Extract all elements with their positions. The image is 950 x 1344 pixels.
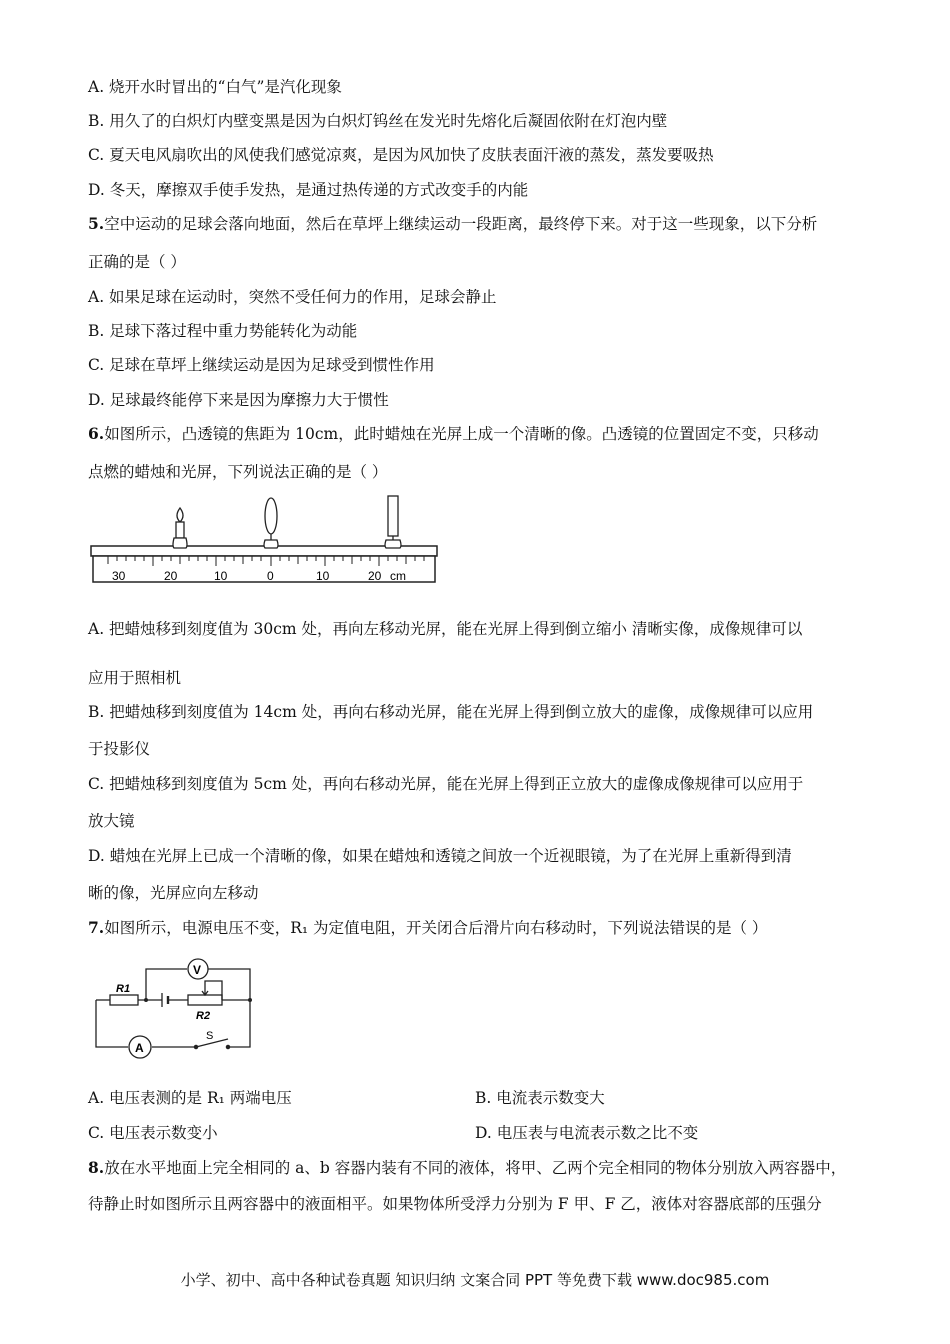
convex-lens-icon	[264, 498, 278, 548]
q8-number: 8.	[88, 1158, 105, 1177]
ruler-label-20: 20	[164, 569, 178, 583]
optical-bench-figure	[88, 494, 443, 586]
light-screen-icon	[385, 496, 401, 548]
q6-option-c-line1: C. 把蜡烛移到刻度值为 5cm 处，再向右移动光屏，能在光屏上得到正立放大的虚像成像规律可以应用于	[88, 775, 804, 793]
q6-option-c-line2: 放大镜	[88, 812, 135, 830]
ruler-label-10b: 10	[316, 569, 330, 583]
q8-stem-line2: 待静止时如图所示且两容器中的液面相平。如果物体所受浮力分别为 F 甲、F 乙，液体对容器底部的压强分	[88, 1195, 822, 1213]
switch-label: S	[206, 1030, 214, 1042]
wire-bottom-right	[228, 1000, 250, 1047]
ruler-label-30: 30	[112, 569, 126, 583]
r1-label: R1	[116, 983, 131, 995]
candle-icon	[173, 508, 187, 548]
q7-number: 7.	[88, 918, 105, 937]
q6-stem-text: 如图所示，凸透镜的焦距为 10cm，此时蜡烛在光屏上成一个清晰的像。凸透镜的位置固定不变，只移动	[104, 425, 819, 443]
q7-stem-text: 如图所示，电源电压不变，R₁ 为定值电阻，开关闭合后滑片向右移动时，下列说法错误的是（ ）	[104, 919, 768, 937]
q5-option-c: C. 足球在草坪上继续运动是因为足球受到惯性作用	[88, 356, 435, 374]
q5-stem-line1	[88, 213, 817, 235]
q6-option-a-line2: 应用于照相机	[88, 669, 182, 687]
wire-left	[96, 1000, 128, 1047]
ammeter-label: A	[135, 1041, 144, 1055]
q6-stem-line2: 点燃的蜡烛和光屏，下列说法正确的是（ ）	[88, 463, 388, 481]
r2-label: R2	[196, 1010, 211, 1022]
q5-stem-text: 空中运动的足球会落向地面，然后在草坪上继续运动一段距离，最终停下来。对于这一些现象，以下分析	[104, 215, 818, 233]
circuit-diagram	[88, 955, 260, 1065]
q7-option-b: B. 电流表示数变大	[475, 1089, 605, 1107]
q6-option-b-line1: B. 把蜡烛移到刻度值为 14cm 处，再向右移动光屏，能在光屏上得到倒立放大的虚像，成像规律可以应用	[88, 703, 814, 721]
q4-option-d: D. 冬天，摩擦双手使手发热，是通过热传递的方式改变手的内能	[88, 181, 529, 199]
q5-option-a: A. 如果足球在运动时，突然不受任何力的作用，足球会静止	[88, 288, 497, 306]
q4-option-b: B. 用久了的白炽灯内壁变黑是因为白炽灯钨丝在发光时先熔化后凝固依附在灯泡内壁	[88, 112, 668, 130]
ruler-label-10a: 10	[214, 569, 228, 583]
q4-option-a: A. 烧开水时冒出的“白气”是汽化现象	[88, 78, 342, 96]
voltmeter-wire-left	[146, 969, 187, 1000]
q5-stem-line2: 正确的是（ ）	[88, 253, 186, 271]
q6-option-a-line1: A. 把蜡烛移到刻度值为 30cm 处，再向左移动光屏，能在光屏上得到倒立缩小 清晰实像，成像规律可以	[88, 620, 803, 638]
q6-option-d-line2: 晰的像，光屏应向左移动	[88, 884, 259, 902]
q6-number: 6.	[88, 424, 105, 443]
q7-option-a: A. 电压表测的是 R₁ 两端电压	[88, 1089, 292, 1107]
q8-stem-line1	[88, 1157, 846, 1179]
page-footer: 小学、初中、高中各种试卷真题 知识归纳 文案合同 PPT 等免费下载 www.doc985.com	[180, 1271, 770, 1289]
voltmeter-label: V	[193, 963, 202, 977]
q5-option-b: B. 足球下落过程中重力势能转化为动能	[88, 322, 358, 340]
q5-number: 5.	[88, 214, 105, 233]
q6-stem-line1	[88, 423, 819, 445]
q7-option-c: C. 电压表示数变小	[88, 1124, 218, 1142]
resistor-r1	[110, 995, 138, 1005]
q6-option-b-line2: 于投影仪	[88, 740, 151, 758]
rheostat-r2	[188, 995, 222, 1005]
q7-stem	[88, 917, 767, 939]
q6-option-d-line1: D. 蜡烛在光屏上已成一个清晰的像，如果在蜡烛和透镜之间放一个近视眼镜，为了在光屏上重新得到清	[88, 847, 792, 865]
ruler-label-cm: cm	[390, 569, 406, 583]
q8-stem-text: 放在水平地面上完全相同的 a、b 容器内装有不同的液体，将甲、乙两个完全相同的物体分别放入两容器中，	[104, 1159, 847, 1177]
q7-option-d: D. 电压表与电流表示数之比不变	[475, 1124, 699, 1142]
q4-option-c: C. 夏天电风扇吹出的风使我们感觉凉爽，是因为风加快了皮肤表面汗液的蒸发，蒸发要吸热	[88, 146, 714, 164]
ruler-label-20b: 20	[368, 569, 382, 583]
ruler-label-0: 0	[267, 569, 274, 583]
q5-option-d: D. 足球最终能停下来是因为摩擦力大于惯性	[88, 391, 389, 409]
